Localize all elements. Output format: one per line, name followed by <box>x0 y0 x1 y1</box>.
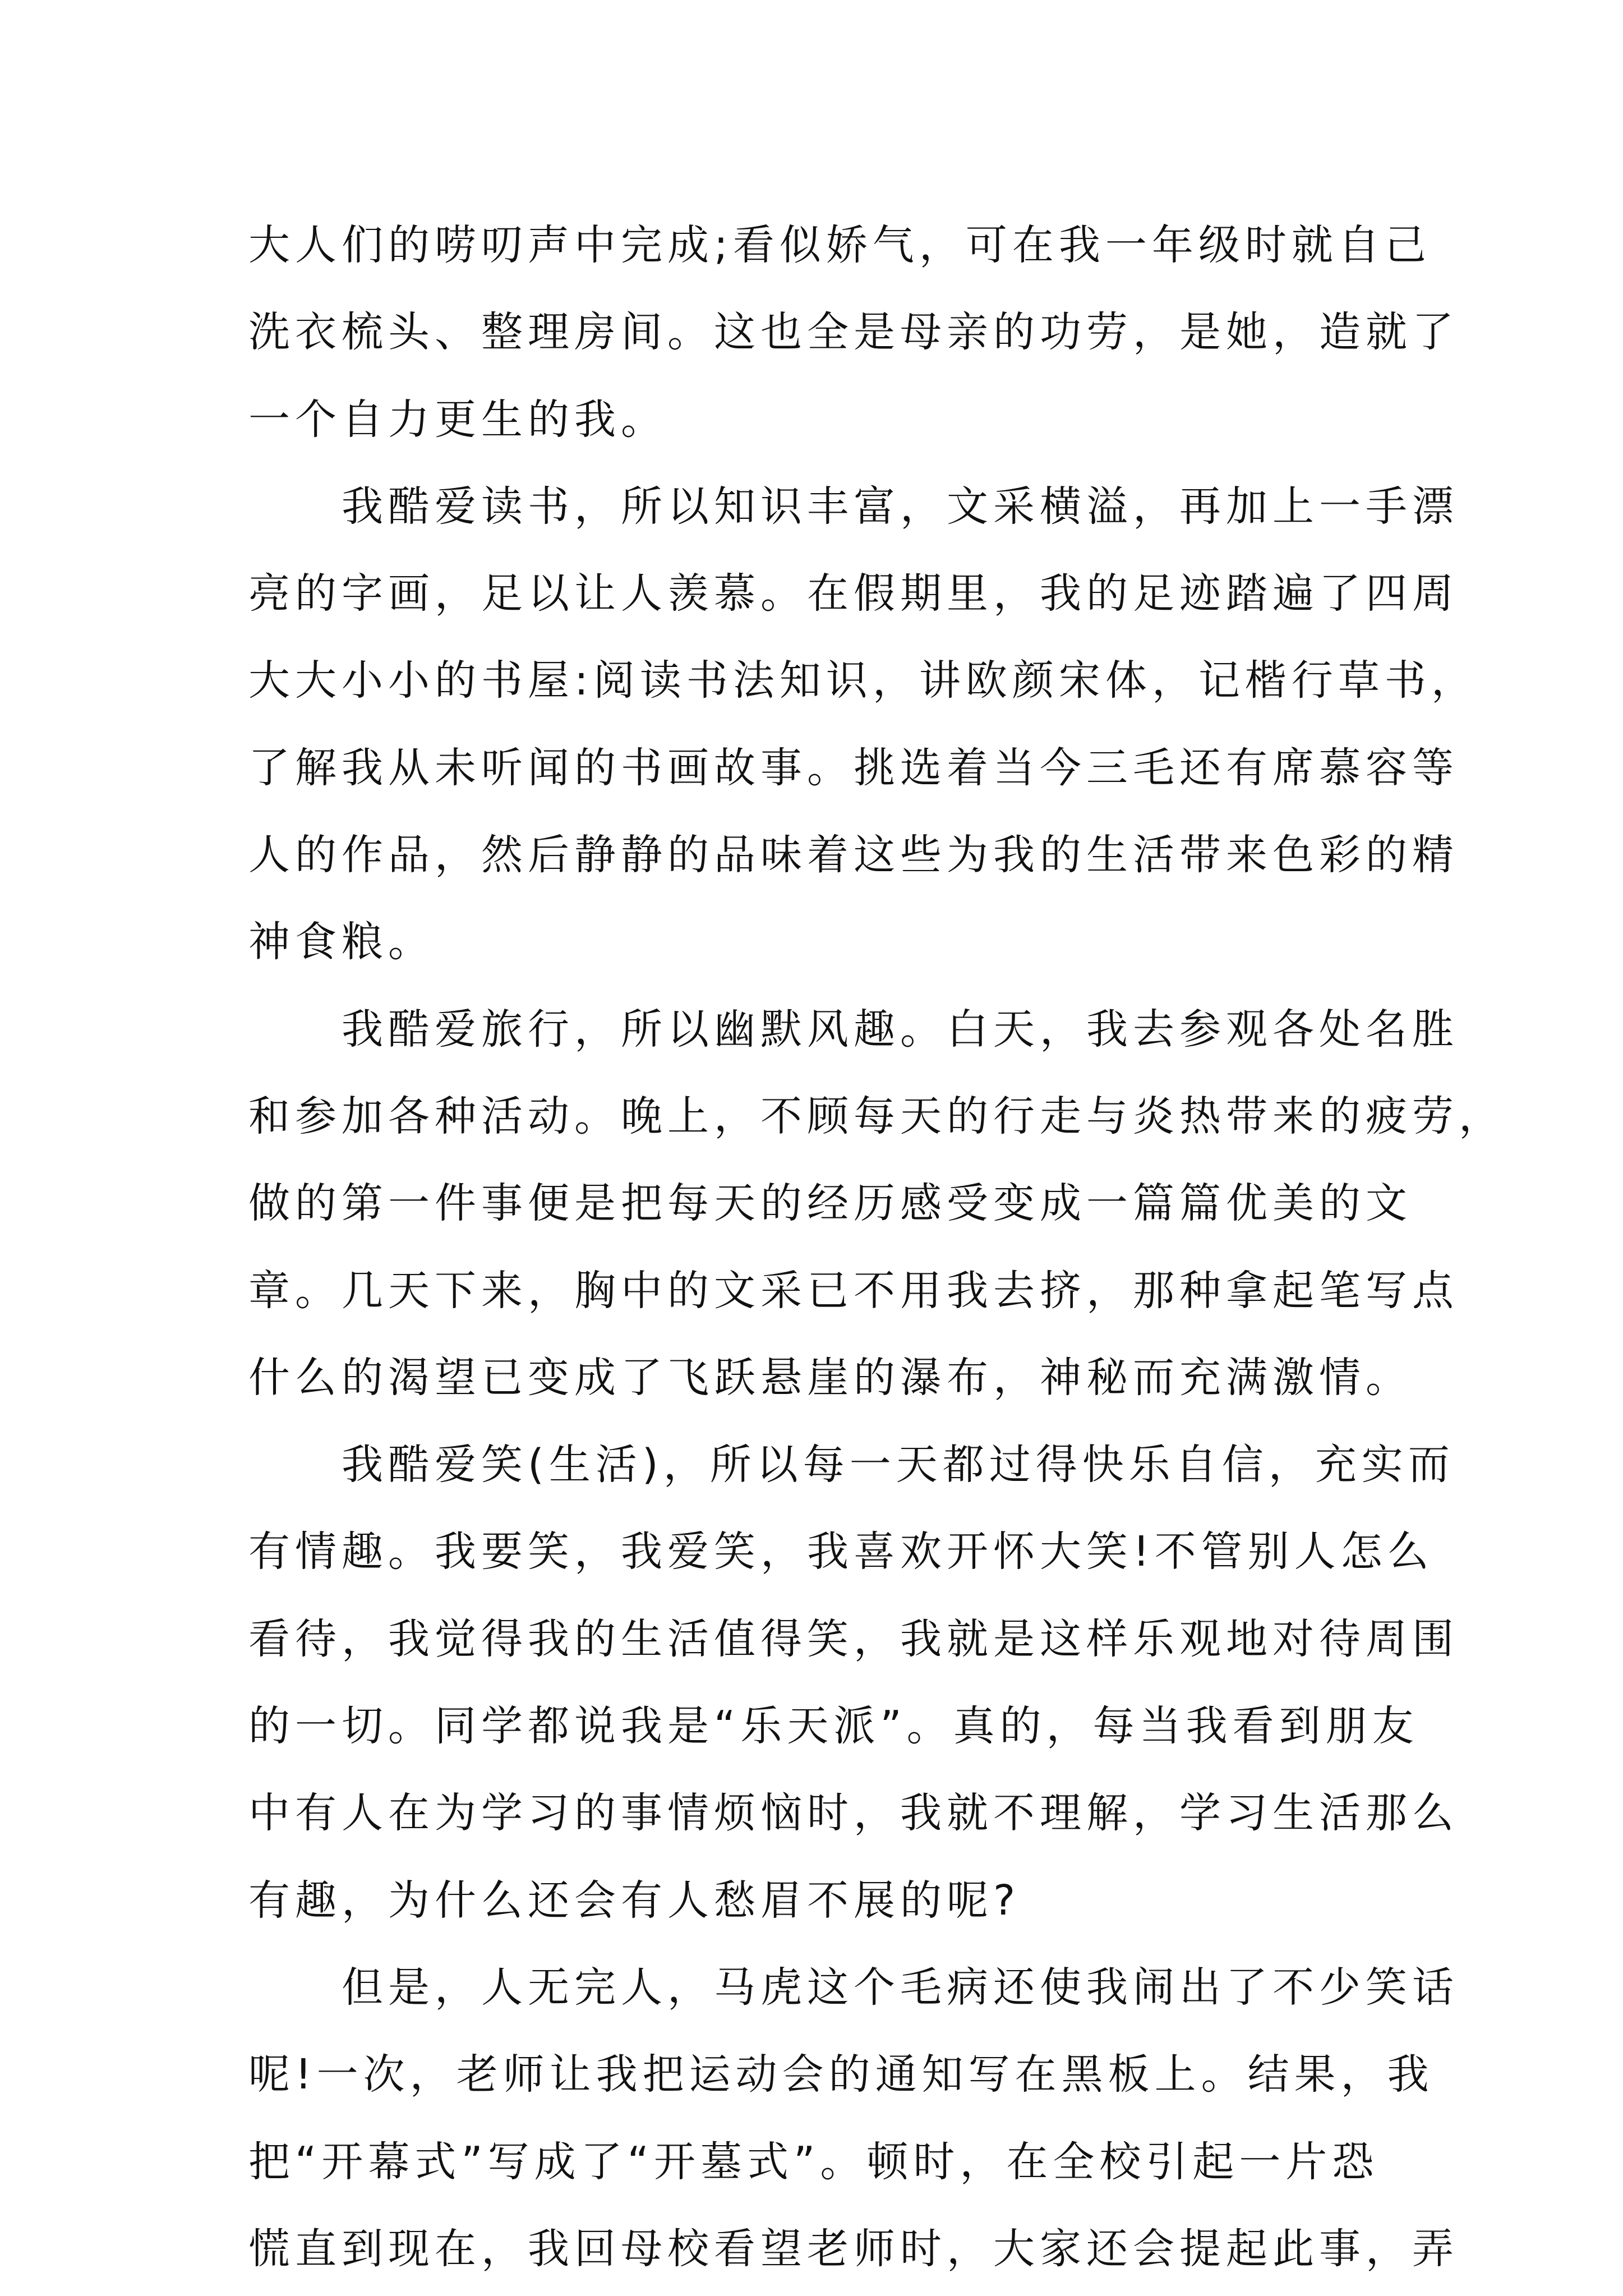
paragraph-first-line: 我酷爱笑(生活)，所以每一天都过得快乐自信，充实而 <box>342 1441 1455 1489</box>
text-line: 看待，我觉得我的生活值得笑，我就是这样乐观地对待周围 <box>248 1614 1459 1663</box>
text-line: 把“开幕式”写成了“开墓式”。顿时，在全校引起一片恐 <box>248 2137 1379 2186</box>
text-line: 了解我从未听闻的书画故事。挑选着当今三毛还有席慕容等 <box>248 743 1459 792</box>
paragraph-first-line: 我酷爱旅行，所以幽默风趣。白天，我去参观各处名胜 <box>342 1005 1459 1053</box>
text-line: 有情趣。我要笑，我爱笑，我喜欢开怀大笑!不管别人怎么 <box>248 1527 1434 1576</box>
text-line: 一个自力更生的我。 <box>248 395 667 444</box>
text-line: 慌直到现在，我回母校看望老师时，大家还会提起此事，弄 <box>248 2224 1459 2273</box>
body-text <box>248 202 1505 2293</box>
text-line: 洗衣梳头、整理房间。这也全是母亲的功劳，是她，造就了 <box>248 308 1459 357</box>
text-line: 大人们的唠叨声中完成;看似娇气，可在我一年级时就自己 <box>248 221 1431 269</box>
text-line: 有趣，为什么还会有人愁眉不展的呢? <box>248 1876 1021 1925</box>
text-line: 做的第一件事便是把每天的经历感受变成一篇篇优美的文 <box>248 1179 1412 1228</box>
text-line: 人的作品，然后静静的品味着这些为我的生活带来色彩的精 <box>248 831 1459 880</box>
text-line: 章。几天下来，胸中的文采已不用我去挤，那种拿起笔写点 <box>248 1266 1459 1315</box>
text-line: 呢!一次，老师让我把运动会的通知写在黑板上。结果，我 <box>248 2050 1434 2099</box>
text-line: 神食粮。 <box>248 918 435 967</box>
text-line: 的一切。同学都说我是“乐天派”。真的，每当我看到朋友 <box>248 1702 1419 1751</box>
text-line: 什么的渴望已变成了飞跃悬崖的瀑布，神秘而充满激情。 <box>248 1353 1412 1402</box>
text-line: 亮的字画，足以让人羡慕。在假期里，我的足迹踏遍了四周 <box>248 569 1459 618</box>
paragraph-first-line: 我酷爱读书，所以知识丰富，文采横溢，再加上一手漂 <box>342 482 1459 531</box>
text-line: 大大小小的书屋:阅读书法知识，讲欧颜宋体，记楷行草书， <box>248 656 1478 705</box>
text-line: 中有人在为学习的事情烦恼时，我就不理解，学习生活那么 <box>248 1789 1459 1838</box>
text-line: 和参加各种活动。晚上，不顾每天的行走与炎热带来的疲劳， <box>248 1092 1505 1140</box>
paragraph-first-line: 但是，人无完人，马虎这个毛病还使我闹出了不少笑话 <box>342 1963 1459 2012</box>
